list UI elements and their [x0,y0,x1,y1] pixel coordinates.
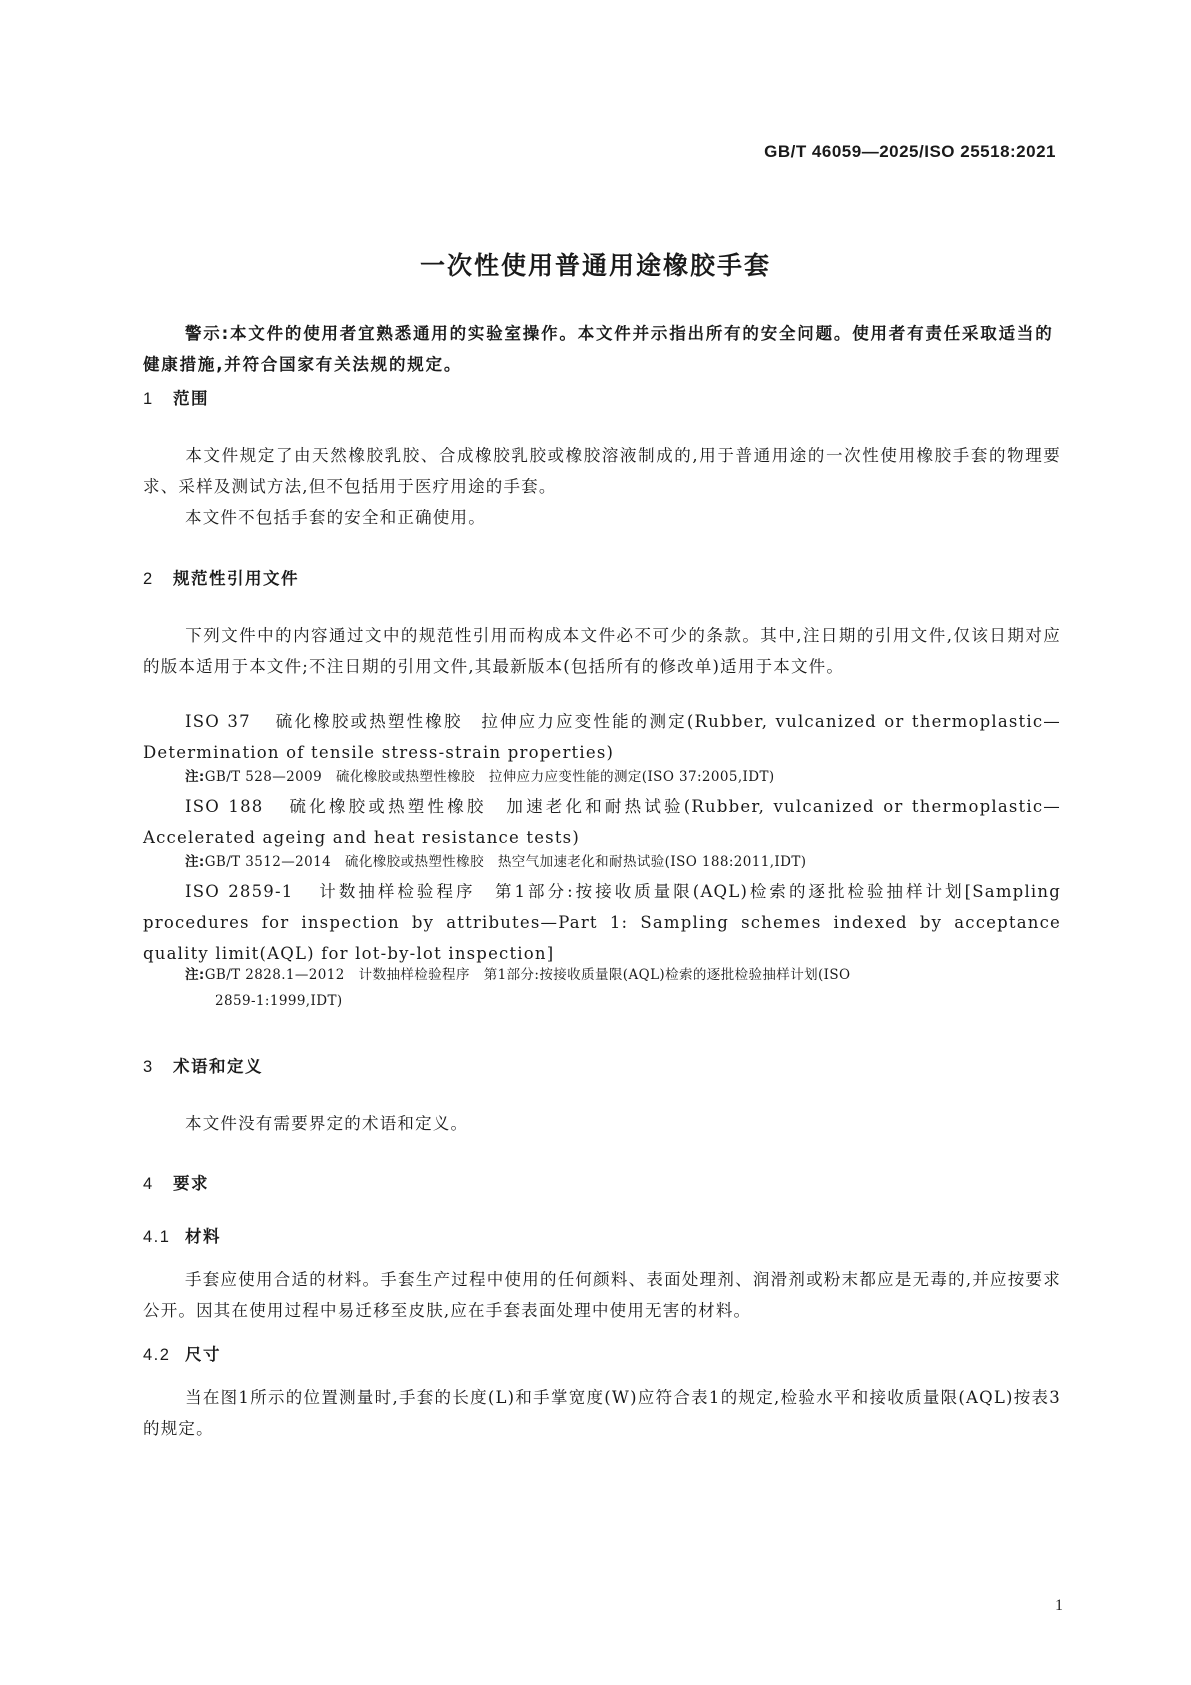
reference-code: ISO 2859-1 [185,882,294,901]
section-number: 4.1 [143,1228,171,1246]
section-title: 尺寸 [185,1345,221,1364]
reference-title-cn: 计数抽样检验程序 第1部分:按接收质量限(AQL)检索的逐批检验抽样计划 [317,882,965,901]
section-number: 3 [143,1058,154,1076]
reference-note [185,764,1061,790]
note-label: 注: [185,769,205,785]
terms-paragraph: 本文件没有需要界定的术语和定义。 [185,1114,469,1133]
references-intro: 下列文件中的内容通过文中的规范性引用而构成本文件必不可少的条款。其中,注日期的引用文件,仅该日期对应的版本适用于本文件;不注日期的引用文件,其最新版本(包括所有的修改单)适用于本文件。 [143,626,1061,676]
reference-title-en: (Rubber, vulcanized or thermoplastic—Determination of tensile stress-strain properties) [143,712,1061,762]
section-number: 2 [143,570,154,588]
reference-note [185,849,1061,875]
dimensions-paragraph: 当在图1所示的位置测量时,手套的长度(L)和手掌宽度(W)应符合表1的规定,检验水平和接收质量限(AQL)按表3的规定。 [143,1388,1061,1438]
section-title: 材料 [185,1227,221,1246]
section-2-heading [143,565,299,589]
section-4-1-heading [143,1223,221,1247]
note-label: 注: [185,967,205,983]
note-label: 注: [185,854,205,870]
reference-title-en: [Sampling procedures for inspection by attributes—Part 1: Sampling schemes indexed by acceptance quality limit(AQL) for lot-by-lot inspection] [143,882,1061,963]
reference-title-cn: 硫化橡胶或热塑性橡胶 拉伸应力应变性能的测定 [274,712,687,731]
note-text: GB/T 3512—2014 硫化橡胶或热塑性橡胶 热空气加速老化和耐热试验(ISO 188:2011,IDT) [204,854,807,870]
page-number: 1 [1055,1597,1063,1614]
section-3-heading [143,1053,263,1077]
section-number: 4 [143,1175,154,1193]
document-title: 一次性使用普通用途橡胶手套 [419,251,771,280]
note-text: GB/T 528—2009 硫化橡胶或热塑性橡胶 拉伸应力应变性能的测定(ISO 37:2005,IDT) [204,769,775,785]
reference-item [143,876,1061,969]
reference-note [185,962,1061,1014]
reference-title-en: (Rubber, vulcanized or thermoplastic—Accelerated ageing and heat resistance tests) [143,797,1061,847]
reference-item [143,706,1061,768]
standard-code: GB/T 46059—2025/ISO 25518:2021 [764,142,1056,161]
note-text: GB/T 2828.1—2012 计数抽样检验程序 第1部分:按接收质量限(AQL)检索的逐批检验抽样计划(ISO [204,967,851,983]
section-4-2-heading [143,1341,221,1365]
reference-code: ISO 188 [185,797,264,816]
scope-paragraph-1: 本文件规定了由天然橡胶乳胶、合成橡胶乳胶或橡胶溶液制成的,用于普通用途的一次性使用橡胶手套的物理要求、采样及测试方法,但不包括用于医疗用途的手套。 [143,446,1061,496]
materials-paragraph: 手套应使用合适的材料。手套生产过程中使用的任何颜料、表面处理剂、润滑剂或粉末都应是无毒的,并应按要求公开。因其在使用过程中易迁移至皮肤,应在手套表面处理中使用无害的材料。 [143,1270,1061,1320]
section-title: 范围 [173,389,209,408]
section-1-heading [143,385,209,409]
reference-item [143,791,1061,853]
reference-title-cn: 硫化橡胶或热塑性橡胶 加速老化和耐热试验 [287,797,684,816]
section-title: 术语和定义 [173,1057,263,1076]
warning-paragraph: 警示:本文件的使用者宜熟悉通用的实验室操作。本文件并示指出所有的安全问题。使用者有责任采取适当的健康措施,并符合国家有关法规的规定。 [143,324,1054,374]
section-4-heading [143,1170,209,1194]
section-number: 4.2 [143,1346,171,1364]
section-number: 1 [143,390,154,408]
section-title: 要求 [173,1174,209,1193]
note-text-continued: 2859-1:1999,IDT) [215,993,343,1009]
reference-code: ISO 37 [185,712,251,731]
scope-paragraph-2: 本文件不包括手套的安全和正确使用。 [185,508,486,527]
section-title: 规范性引用文件 [173,569,299,588]
